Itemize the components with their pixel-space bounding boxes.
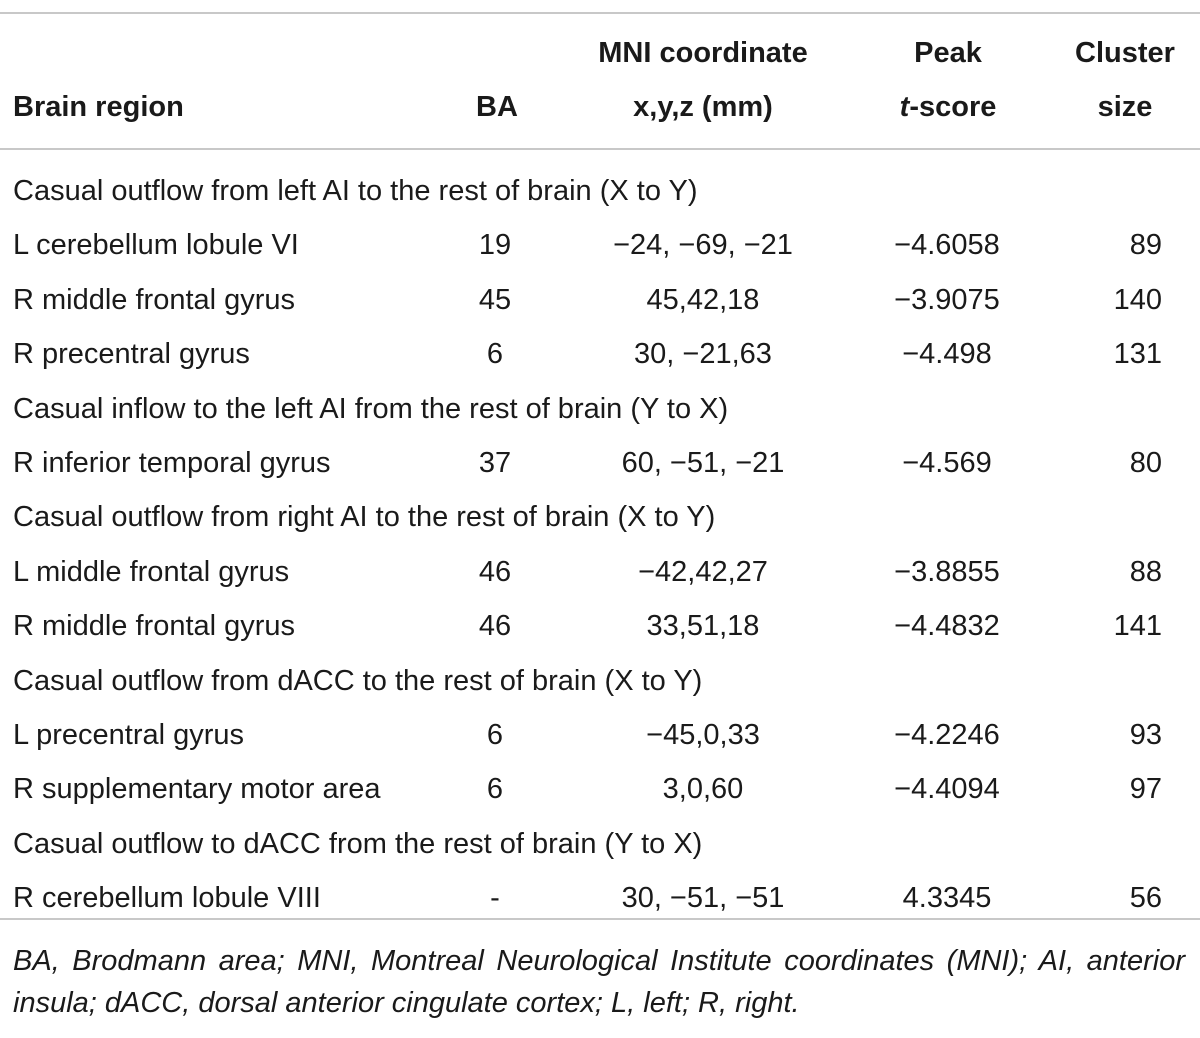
cell-peak-t-score: −4.4832 <box>894 610 1000 643</box>
cell-ba: 19 <box>478 229 512 262</box>
top-rule <box>0 12 1200 14</box>
cell-mni-coordinate: 30, −51, −51 <box>621 882 785 915</box>
table-row <box>0 762 1200 816</box>
header-cluster-size: Cluster size <box>1075 37 1175 123</box>
cell-brain-region: R supplementary motor area <box>13 773 381 806</box>
cell-brain-region: R middle frontal gyrus <box>13 610 296 643</box>
cell-brain-region: L precentral gyrus <box>13 718 245 751</box>
cell-ba: 6 <box>486 718 504 751</box>
table-row <box>0 273 1200 327</box>
cell-brain-region: L cerebellum lobule VI <box>13 229 299 262</box>
cell-ba: 6 <box>486 338 504 371</box>
table-footnote: BA, Brodmann area; MNI, Montreal Neurological Institute coordinates (MNI); AI, anterior insula; dACC, dorsal anterior cingulate cortex; L, left; R, right. <box>13 945 1185 1019</box>
cell-peak-t-score: −4.2246 <box>894 718 1000 751</box>
cell-mni-coordinate: 60, −51, −21 <box>621 446 785 479</box>
cell-peak-t-score: −4.6058 <box>894 229 1000 262</box>
section-label: Casual outflow from dACC to the rest of brain (X to Y) <box>13 664 703 697</box>
cell-mni-coordinate: 45,42,18 <box>646 283 760 316</box>
cell-peak-t-score: −3.9075 <box>894 283 1000 316</box>
cell-mni-coordinate: −45,0,33 <box>646 718 760 751</box>
table-row <box>0 327 1200 381</box>
table-body <box>0 164 1200 925</box>
section-label: Casual inflow to the left AI from the rest of brain (Y to X) <box>13 392 729 425</box>
cell-cluster-size: 141 <box>1113 610 1162 643</box>
cell-ba: 46 <box>478 610 512 643</box>
header-peak-t-score: Peak t-score <box>899 37 997 123</box>
cell-brain-region: R precentral gyrus <box>13 338 250 371</box>
section-label: Casual outflow to dACC from the rest of brain (Y to X) <box>13 827 703 860</box>
cell-brain-region: L middle frontal gyrus <box>13 555 290 588</box>
cell-brain-region: R cerebellum lobule VIII <box>13 882 321 915</box>
cell-cluster-size: 97 <box>1129 773 1162 806</box>
table-row <box>0 218 1200 272</box>
cell-mni-coordinate: 30, −21,63 <box>634 338 772 371</box>
section-label: Casual outflow from left AI to the rest of brain (X to Y) <box>13 175 698 207</box>
cell-peak-t-score: 4.3345 <box>902 882 992 915</box>
section-row <box>0 817 1200 871</box>
table-row <box>0 545 1200 599</box>
cell-peak-t-score: −4.498 <box>902 338 992 371</box>
header-mni-coordinate: MNI coordinate x,y,z (mm) <box>598 37 808 123</box>
section-row <box>0 382 1200 436</box>
table-row <box>0 599 1200 653</box>
cell-mni-coordinate: −42,42,27 <box>638 555 768 588</box>
cell-ba: 6 <box>486 773 504 806</box>
cell-cluster-size: 93 <box>1129 718 1162 751</box>
cell-ba: 45 <box>478 283 512 316</box>
cell-cluster-size: 140 <box>1113 283 1162 316</box>
table-row <box>0 436 1200 490</box>
cell-cluster-size: 88 <box>1129 555 1162 588</box>
header-ba: BA <box>476 91 518 123</box>
section-row <box>0 490 1200 544</box>
cell-cluster-size: 131 <box>1113 338 1162 371</box>
header-rule <box>0 148 1200 150</box>
cell-cluster-size: 89 <box>1129 229 1162 262</box>
table-row <box>0 708 1200 762</box>
cell-ba: 37 <box>478 446 512 479</box>
cell-mni-coordinate: 33,51,18 <box>646 610 760 643</box>
cell-cluster-size: 56 <box>1129 882 1162 915</box>
cell-ba: 46 <box>478 555 512 588</box>
header-brain-region: Brain region <box>13 91 184 123</box>
cell-peak-t-score: −3.8855 <box>894 555 1000 588</box>
cell-ba: - <box>490 882 500 915</box>
cell-cluster-size: 80 <box>1129 446 1162 479</box>
section-row <box>0 164 1200 218</box>
cell-peak-t-score: −4.569 <box>902 446 992 479</box>
cell-mni-coordinate: 3,0,60 <box>662 773 744 806</box>
cell-brain-region: R middle frontal gyrus <box>13 283 296 316</box>
section-label: Casual outflow from right AI to the rest of brain (X to Y) <box>13 501 716 534</box>
cell-mni-coordinate: −24, −69, −21 <box>613 229 793 262</box>
cell-peak-t-score: −4.4094 <box>894 773 1000 806</box>
cell-brain-region: R inferior temporal gyrus <box>13 446 331 479</box>
bottom-rule <box>0 918 1200 920</box>
section-row <box>0 654 1200 708</box>
